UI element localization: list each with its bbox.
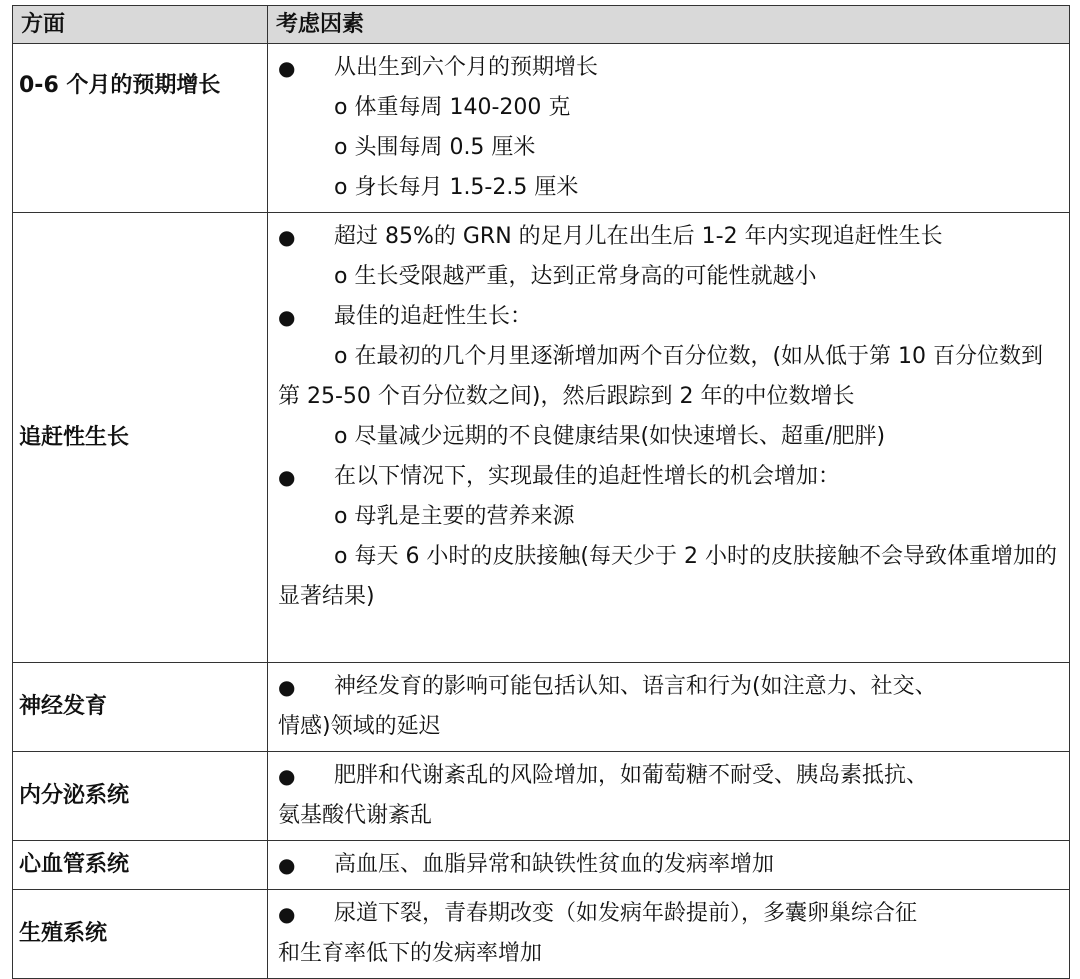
row-aspect: 内分泌系统 [13, 752, 268, 841]
bullet-dot-icon: ● [278, 853, 296, 877]
table-header-row [13, 6, 1070, 44]
table-row [13, 890, 1070, 979]
sub-item: o 尽量减少远期的不良健康结果(如快速增长、超重/肥胖) [334, 424, 886, 449]
row-considerations [268, 841, 1070, 890]
bullet-dot-icon: ● [278, 56, 296, 80]
bullet-continuation: 和生育率低下的发病率增加 [278, 941, 543, 966]
bullet-text: 尿道下裂，青春期改变（如发病年龄提前），多囊卵巢综合征 [334, 901, 918, 926]
sub-item: o 母乳是主要的营养来源 [334, 504, 575, 529]
bullet-item [278, 845, 1061, 885]
sub-item: o 身长每月 1.5-2.5 厘米 [334, 175, 579, 200]
sub-item: o 生长受限越严重，达到正常身高的可能性就越小 [334, 264, 817, 289]
bullet-text: 超过 85%的 GRN 的足月儿在出生后 1-2 年内实现追赶性生长 [334, 224, 943, 249]
row-considerations [268, 44, 1070, 213]
row-considerations [268, 890, 1070, 979]
bullet-dot-icon: ● [278, 764, 296, 788]
growth-table [12, 5, 1070, 979]
row-aspect: 心血管系统 [13, 841, 268, 890]
row-aspect: 0-6 个月的预期增长 [13, 44, 268, 213]
header-aspect: 方面 [13, 6, 268, 44]
bullet-item [278, 457, 1061, 497]
bullet-dot-icon: ● [278, 305, 296, 329]
header-considerations: 考虑因素 [268, 6, 1070, 44]
row-aspect: 追赶性生长 [13, 213, 268, 663]
table-row [13, 213, 1070, 663]
row-considerations [268, 752, 1070, 841]
row-considerations [268, 663, 1070, 752]
bullet-item [278, 217, 1061, 257]
table-row [13, 44, 1070, 213]
bullet-dot-icon: ● [278, 465, 296, 489]
sub-paragraph: o 在最初的几个月里逐渐增加两个百分位数，(如从低于第 10 百分位数到第 25-50 个百分位数之间)，然后跟踪到 2 年的中位数增长 [278, 344, 1044, 409]
row-aspect: 生殖系统 [13, 890, 268, 979]
bullet-text: 最佳的追赶性生长： [334, 304, 533, 329]
bullet-text: 肥胖和代谢紊乱的风险增加，如葡萄糖不耐受、胰岛素抵抗、 [334, 763, 929, 788]
table-row [13, 841, 1070, 890]
bullet-dot-icon: ● [278, 902, 296, 926]
bullet-item [278, 297, 1061, 337]
sub-paragraph: o 每天 6 小时的皮肤接触(每天少于 2 小时的皮肤接触不会导致体重增加的显著结果) [278, 544, 1058, 609]
table-row [13, 663, 1070, 752]
bullet-continuation: 情感)领域的延迟 [278, 714, 441, 739]
sub-item: o 头围每周 0.5 厘米 [334, 135, 536, 160]
bullet-item [278, 756, 1061, 796]
bullet-item [278, 894, 1061, 934]
row-aspect: 神经发育 [13, 663, 268, 752]
bullet-dot-icon: ● [278, 675, 296, 699]
table-body [13, 44, 1070, 979]
bullet-text: 从出生到六个月的预期增长 [334, 55, 599, 80]
sub-item: o 体重每周 140-200 克 [334, 95, 571, 120]
bullet-text: 高血压、血脂异常和缺铁性贫血的发病率增加 [334, 852, 775, 877]
bullet-text: 在以下情况下，实现最佳的追赶性增长的机会增加： [334, 464, 841, 489]
bullet-text: 神经发育的影响可能包括认知、语言和行为(如注意力、社交、 [334, 674, 937, 699]
row-considerations [268, 213, 1070, 663]
table-row [13, 752, 1070, 841]
bullet-dot-icon: ● [278, 225, 296, 249]
bullet-item [278, 48, 1061, 88]
bullet-continuation: 氨基酸代谢紊乱 [278, 803, 433, 828]
bullet-item [278, 667, 1061, 707]
